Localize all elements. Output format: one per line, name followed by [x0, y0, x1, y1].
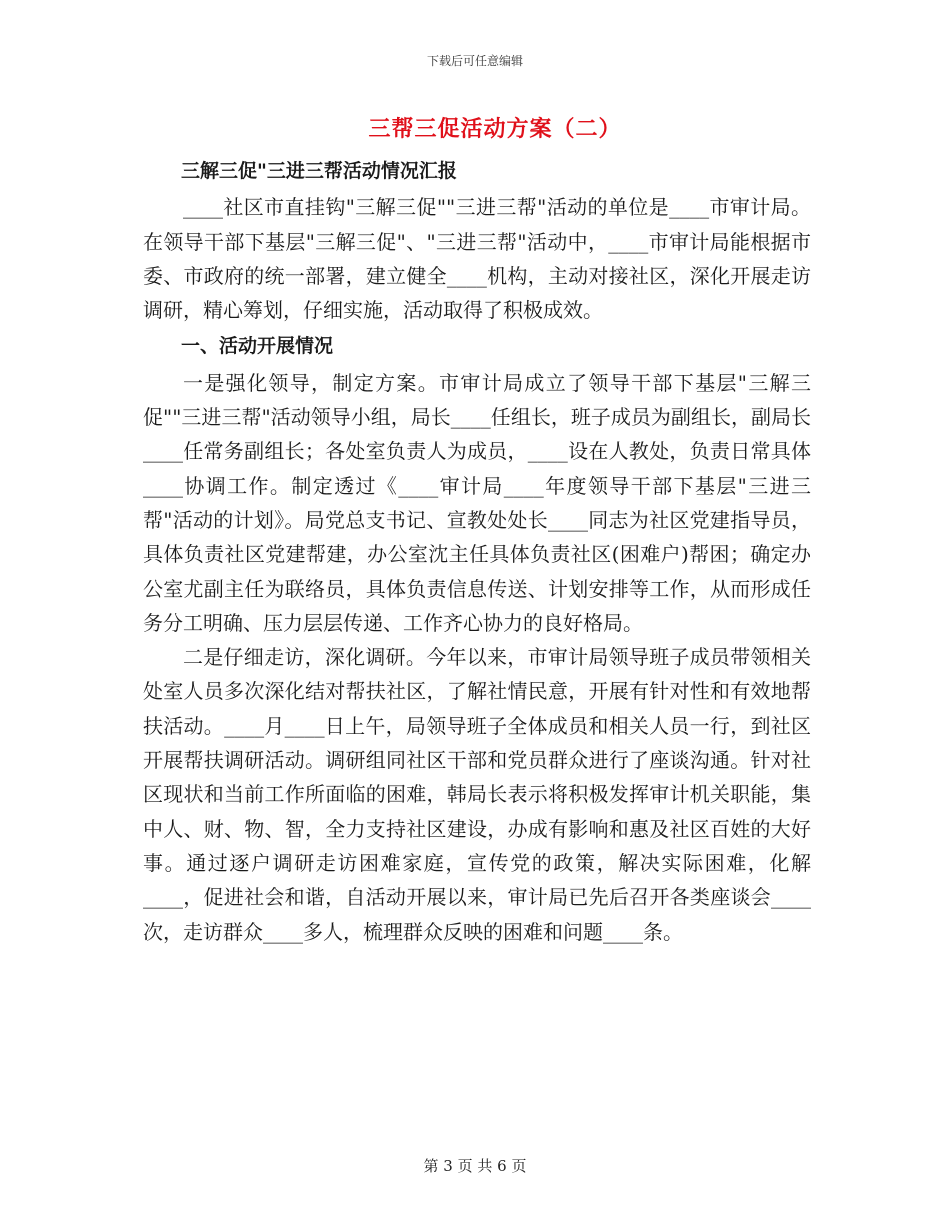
body-paragraph-research: 二是仔细走访，深化调研。今年以来，市审计局领导班子成员带领相关处室人员多次深化结对帮扶社区，了解社情民意，开展有针对性和有效地帮扶活动。____月____日上午，局领导班子全体成员和相关人员一行，到社区开展帮扶调研活动。调研组同社区干部和党员群众进行了座谈沟通。针对社区现状和当前工作所面临的困难，韩局长表示将积极发挥审计机关职能，集中人、财、物、智，全力支持社区建设，办成有影响和惠及社区百姓的大好事。通过逐户调研走访困难家庭，宣传党的政策，解决实际困难，化解____，促进社会和谐，自活动开展以来，审计局已先后召开各类座谈会____次，走访群众____多人，梳理群众反映的困难和问题____条。	[143, 645, 811, 944]
report-subtitle: 三解三促"三进三帮活动情况汇报	[181, 160, 457, 182]
document-body	[143, 152, 811, 949]
page-footer: 第 3 页 共 6 页	[423, 1157, 527, 1175]
page-header: 下载后可任意编辑	[426, 54, 523, 68]
body-paragraph-intro: ____社区市直挂钩"三解三促""三进三帮"活动的单位是____市审计局。在领导干部下基层"三解三促"、"三进三帮"活动中，____市审计局能根据市委、市政府的统一部署，建立健全____机构，主动对接社区，深化开展走访调研，精心筹划，仔细实施，活动取得了积极成效。	[143, 195, 811, 323]
section-heading: 一、活动开展情况	[181, 335, 334, 358]
document-title: 三帮三促活动方案（二）	[368, 117, 622, 142]
body-paragraph-leadership: 一是强化领导，制定方案。市审计局成立了领导干部下基层"三解三促""三进三帮"活动领导小组，局长____任组长，班子成员为副组长，副局长____任常务副组长；各处室负责人为成员，____设在人教处，负责日常具体____协调工作。制定透过《____审计局____年度领导干部下基层"三进三帮"活动的计划》。局党总支书记、宣教处处长____同志为社区党建指导员，具体负责社区党建帮建，办公室沈主任具体负责社区(困难户)帮困；确定办公室尤副主任为联络员，具体负责信息传送、计划安排等工作，从而形成任务分工明确、压力层层传递、工作齐心协力的良好格局。	[143, 370, 811, 635]
